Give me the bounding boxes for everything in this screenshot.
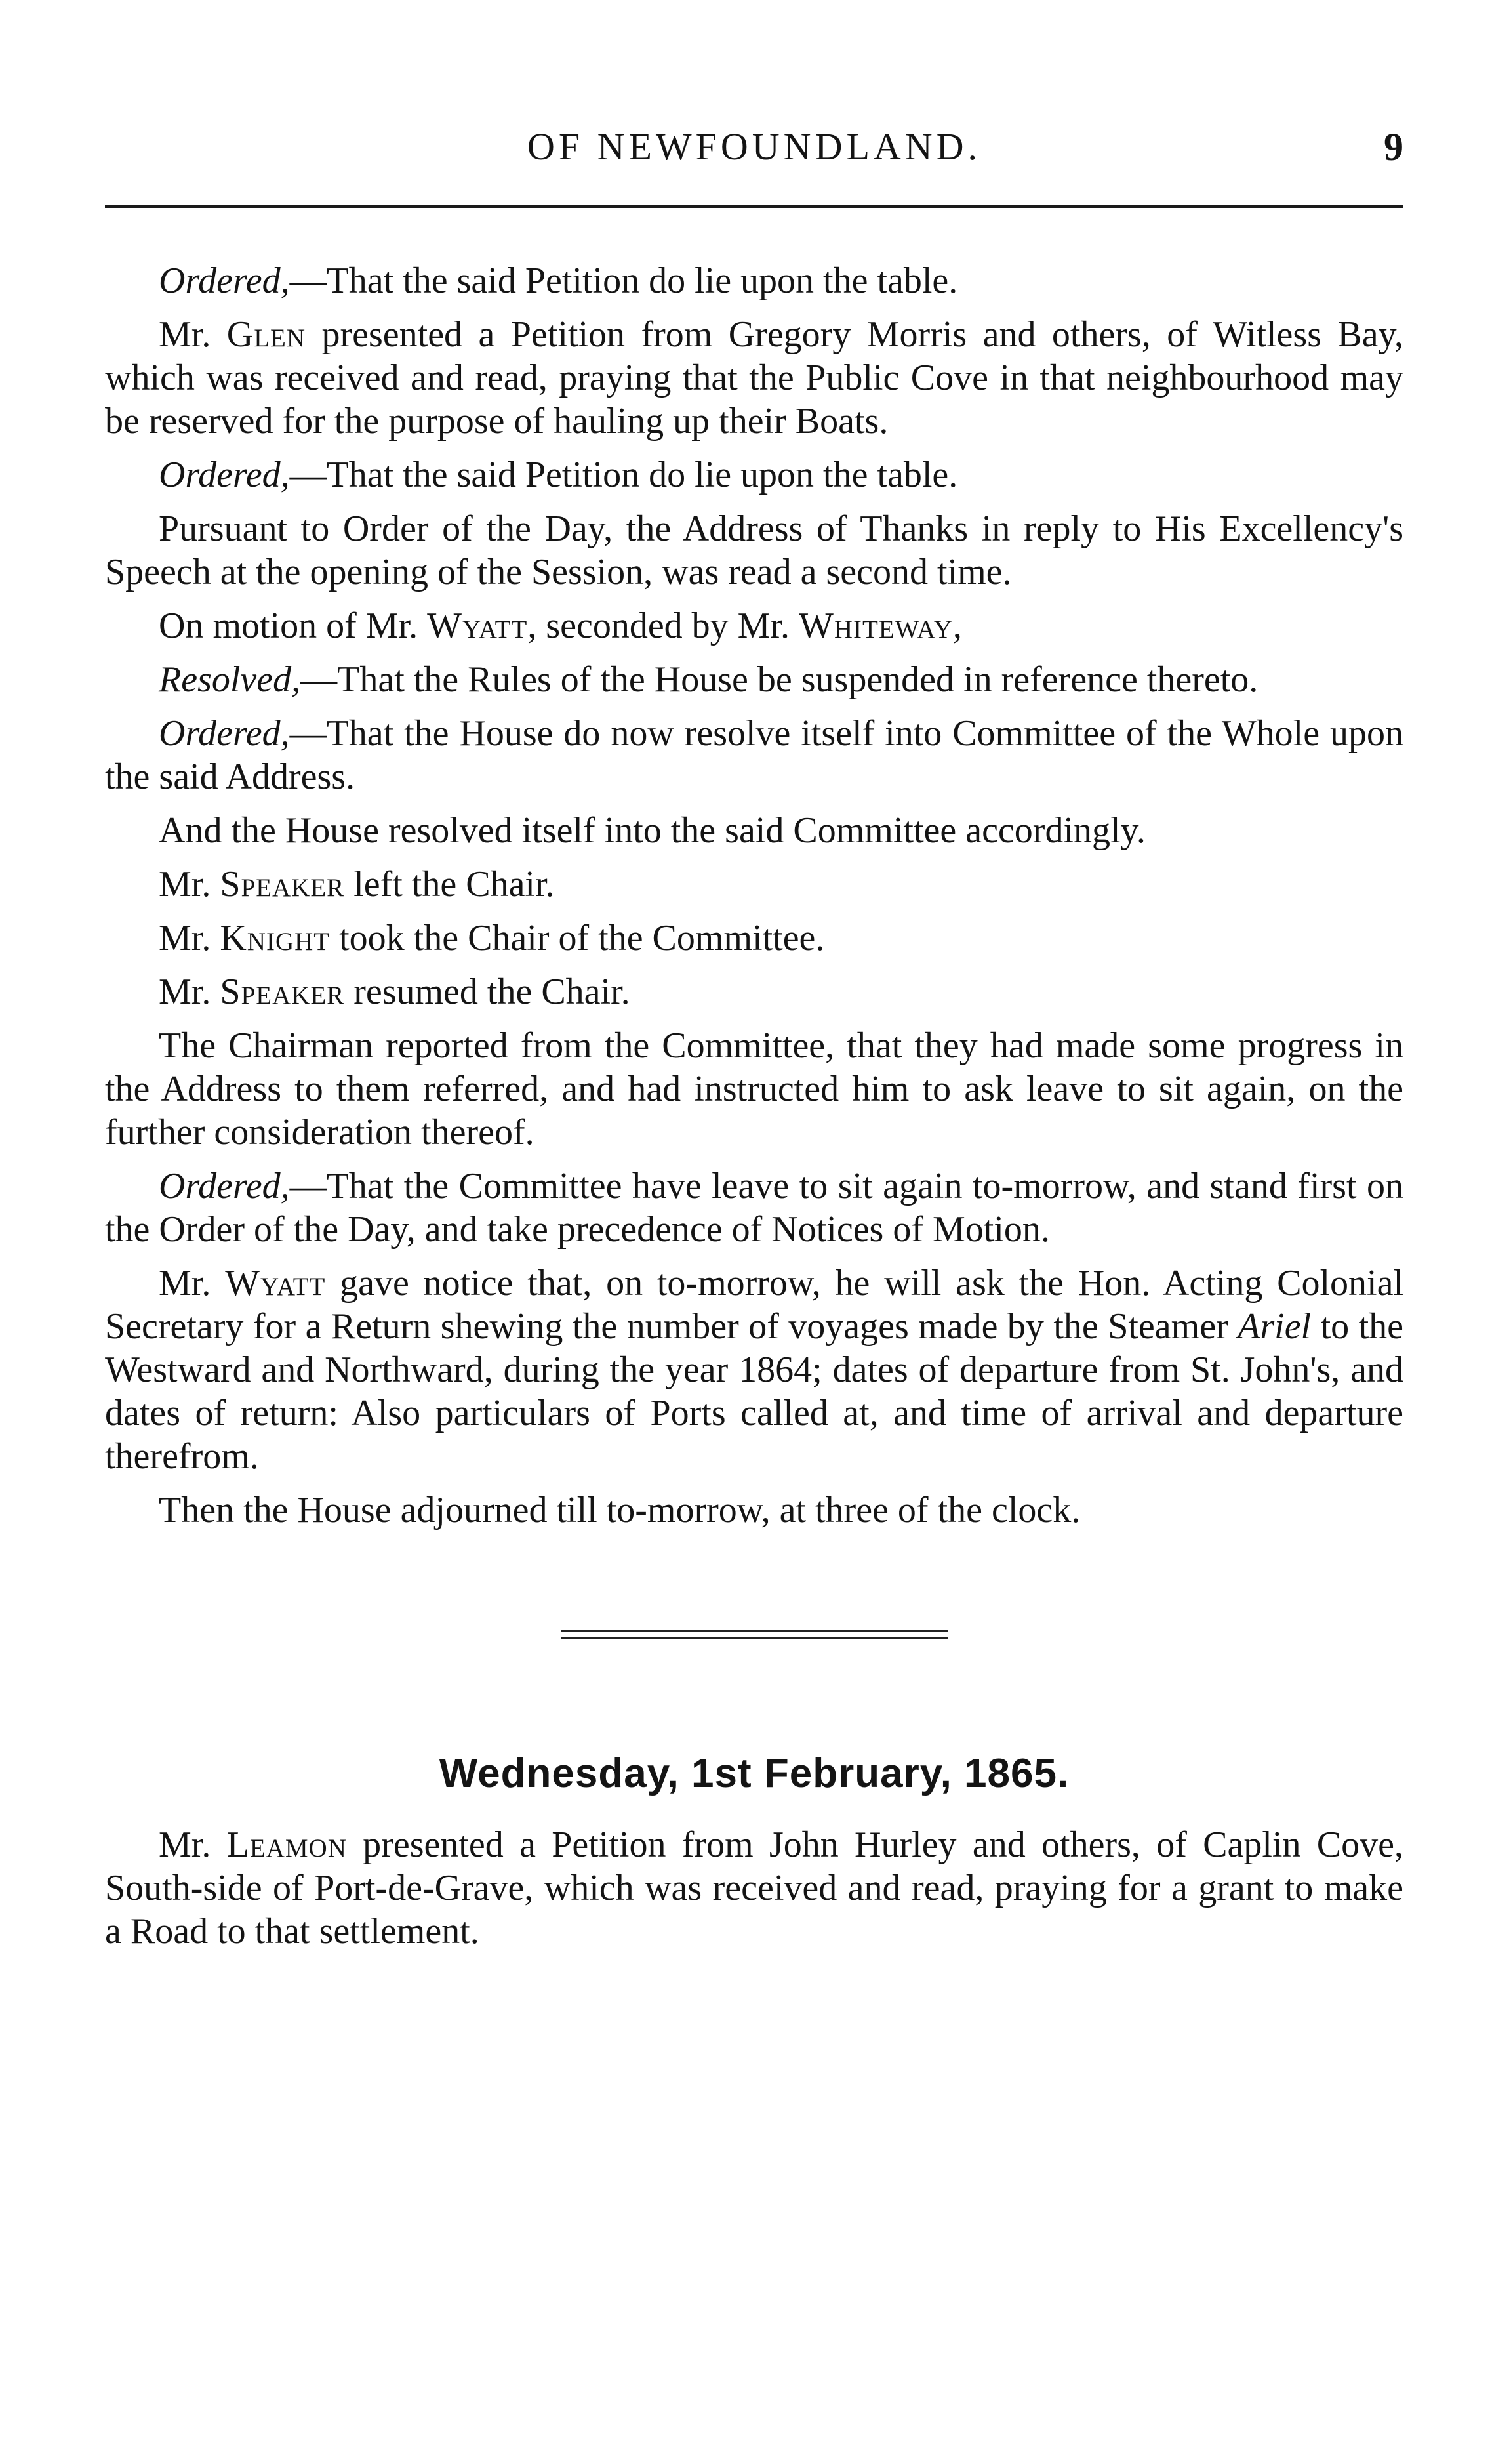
entry-order-of-day: Pursuant to Order of the Day, the Address of Thanks in reply to His Excellency's Speech at the opening of the Session, was read a second time.	[105, 508, 1403, 592]
member-name: Speaker	[220, 864, 345, 905]
running-title: OF NEWFOUNDLAND.	[527, 125, 982, 168]
steamer-name: Ariel	[1238, 1306, 1312, 1347]
member-name: Wyatt	[427, 606, 528, 646]
member-name: Leamon	[226, 1824, 347, 1865]
entry-ordered-4: Ordered,—That the Committee have leave to sit again to-morrow, and stand first on the Order of the Day, and take precedence of Notices of Motion.	[105, 1166, 1403, 1250]
entry-speaker-left: Mr. Speaker left the Chair.	[159, 864, 555, 905]
entry-petition-glen: Mr. Glen presented a Petition from Gregory Morris and others, of Witless Bay, which was received and read, praying that the Public Cove in that neighbourhood may be reserved for the purpose of hauling up their Boats.	[105, 314, 1403, 441]
page-number: 9	[1384, 125, 1403, 169]
entry-petition-leamon: Mr. Leamon presented a Petition from John Hurley and others, of Caplin Cove, South-side of Port-de-Grave, which was received and read, praying for a grant to make a Road to that settlement.	[105, 1824, 1403, 1952]
entry-knight-chair: Mr. Knight took the Chair of the Committee.	[159, 918, 825, 958]
entry-wyatt-notice: Mr. Wyatt gave notice that, on to-morrow, he will ask the Hon. Acting Colonial Secretary for a Return shewing the number of voyages made by the Steamer Ariel to the Westward and Northward, during the year 1864; dates of departure from St. John's, and dates of return: Also particulars of Ports called at, and time of arrival and departure therefrom.	[105, 1263, 1404, 1477]
header-rule	[105, 205, 1403, 208]
entry-resolved: Resolved,—That the Rules of the House be suspended in reference thereto.	[159, 659, 1259, 700]
entry-committee: And the House resolved itself into the said Committee accordingly.	[159, 810, 1146, 851]
entry-adjourned: Then the House adjourned till to-morrow, at three of the clock.	[159, 1490, 1081, 1530]
page-header	[105, 125, 1403, 171]
entry-ordered-2: Ordered,—That the said Petition do lie upon the table.	[159, 455, 958, 495]
entry-motion: On motion of Mr. Wyatt, seconded by Mr. Whiteway,	[159, 606, 962, 646]
member-name: Knight	[220, 918, 331, 958]
entry-speaker-resumed: Mr. Speaker resumed the Chair.	[159, 972, 630, 1012]
section-separator	[561, 1630, 948, 1639]
member-name: Whiteway	[799, 606, 953, 646]
entry-ordered-1: Ordered,—That the said Petition do lie upon the table.	[159, 260, 958, 301]
member-name: Glen	[226, 314, 306, 355]
journal-body	[105, 259, 1403, 1963]
member-name: Speaker	[220, 972, 345, 1012]
date-heading: Wednesday, 1st February, 1865.	[439, 1751, 1070, 1796]
entry-ordered-3: Ordered,—That the House do now resolve itself into Committee of the Whole upon the said Address.	[105, 713, 1403, 797]
entry-chairman-report: The Chairman reported from the Committee, that they had made some progress in the Address to them referred, and had instructed him to ask leave to sit again, on the further consideration thereof.	[105, 1025, 1403, 1153]
member-name: Wyatt	[225, 1263, 326, 1304]
